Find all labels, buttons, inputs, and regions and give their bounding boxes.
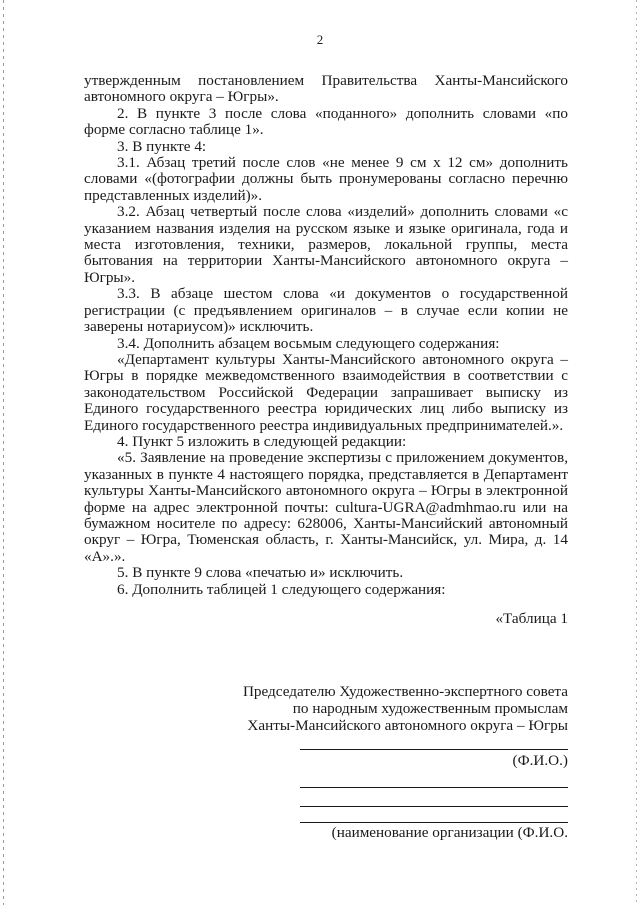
- org-fill-line-1: [300, 787, 568, 788]
- org-fill-line-3: [300, 822, 568, 823]
- paragraph-item-2: 2. В пункте 3 после слова «поданного» дополнить словами «по форме согласно таблице 1».: [84, 104, 568, 139]
- paragraph-continuation: утвержденным постановлением Правительства Ханты-Мансийского автономного округа – Югры».: [84, 72, 568, 106]
- fio-caption: (Ф.И.О.): [512, 752, 568, 769]
- paragraph-item-3-1: 3.1. Абзац третий после слов «не менее 9 см х 12 см» дополнить словами «(фотографии должны быть пронумерованы согласно перечню представленных изделий)».: [84, 154, 568, 204]
- paragraph-item-3-3: 3.3. В абзаце шестом слова «и документов о государственной регистрации (с предъявлением оригиналов – в случае если копии не заверены нотариусом)» исключить.: [84, 285, 568, 336]
- fio-fill-line: [300, 749, 568, 750]
- table-label: «Таблица 1: [495, 610, 568, 627]
- paragraph-item-5: 5. В пункте 9 слова «печатью и» исключить.: [117, 564, 404, 582]
- paragraph-item-4: 4. Пункт 5 изложить в следующей редакции:: [117, 432, 407, 450]
- addressee-line-2: по народным художественным промыслам: [292, 700, 568, 717]
- paragraph-item-6: 6. Дополнить таблицей 1 следующего содержания:: [117, 580, 446, 598]
- document-body: [84, 73, 568, 627]
- org-fill-line-2: [300, 806, 568, 807]
- paragraph-item-3: 3. В пункте 4:: [117, 137, 207, 155]
- scan-edge-left: [3, 0, 4, 905]
- paragraph-item-3-2: 3.2. Абзац четвертый после слова «изделий» дополнить словами «с указанием названия изделия на русском языке и языке оригинала, года и места изготовления, техники, размеров, локальной группы, места бытования на территории Ханты-Мансийского автономного округа – Югры».: [84, 203, 568, 286]
- page-number: 2: [316, 32, 324, 47]
- paragraph-item-3-4: 3.4. Дополнить абзацем восьмым следующего содержания:: [117, 334, 500, 352]
- org-caption: (наименование организации (Ф.И.О.: [331, 824, 568, 841]
- scan-edge-right: [636, 0, 637, 905]
- addressee-block: [230, 683, 568, 734]
- addressee-line-3: Ханты-Мансийского автономного округа – Югры: [247, 717, 568, 734]
- paragraph-quote-department: «Департамент культуры Ханты-Мансийского автономного округа – Югры в порядке межведомственного взаимодействия в соответствии с законодательством Российской Федерации запрашивает выписку из Единого государственного реестра юридических лиц либо выписку из Единого государственного реестра индивидуальных предпринимателей.».: [84, 350, 568, 434]
- addressee-line-1: Председателю Художественно-экспертного совета: [242, 683, 568, 700]
- paragraph-quote-item-5: «5. Заявление на проведение экспертизы с приложением документов, указанных в пункте 4 настоящего порядка, представляется в Департамент культуры Ханты-Мансийского автономного округа – Югры в электронной форме на адрес электронной почты: cultura-UGRA@admhmao.ru или на бумажном носителе по адресу: 628006, Ханты-Мансийский автономный округ – Югра, Тюменская область, г. Ханты-Мансийск, ул. Мира, д. 14 «А».».: [84, 449, 568, 565]
